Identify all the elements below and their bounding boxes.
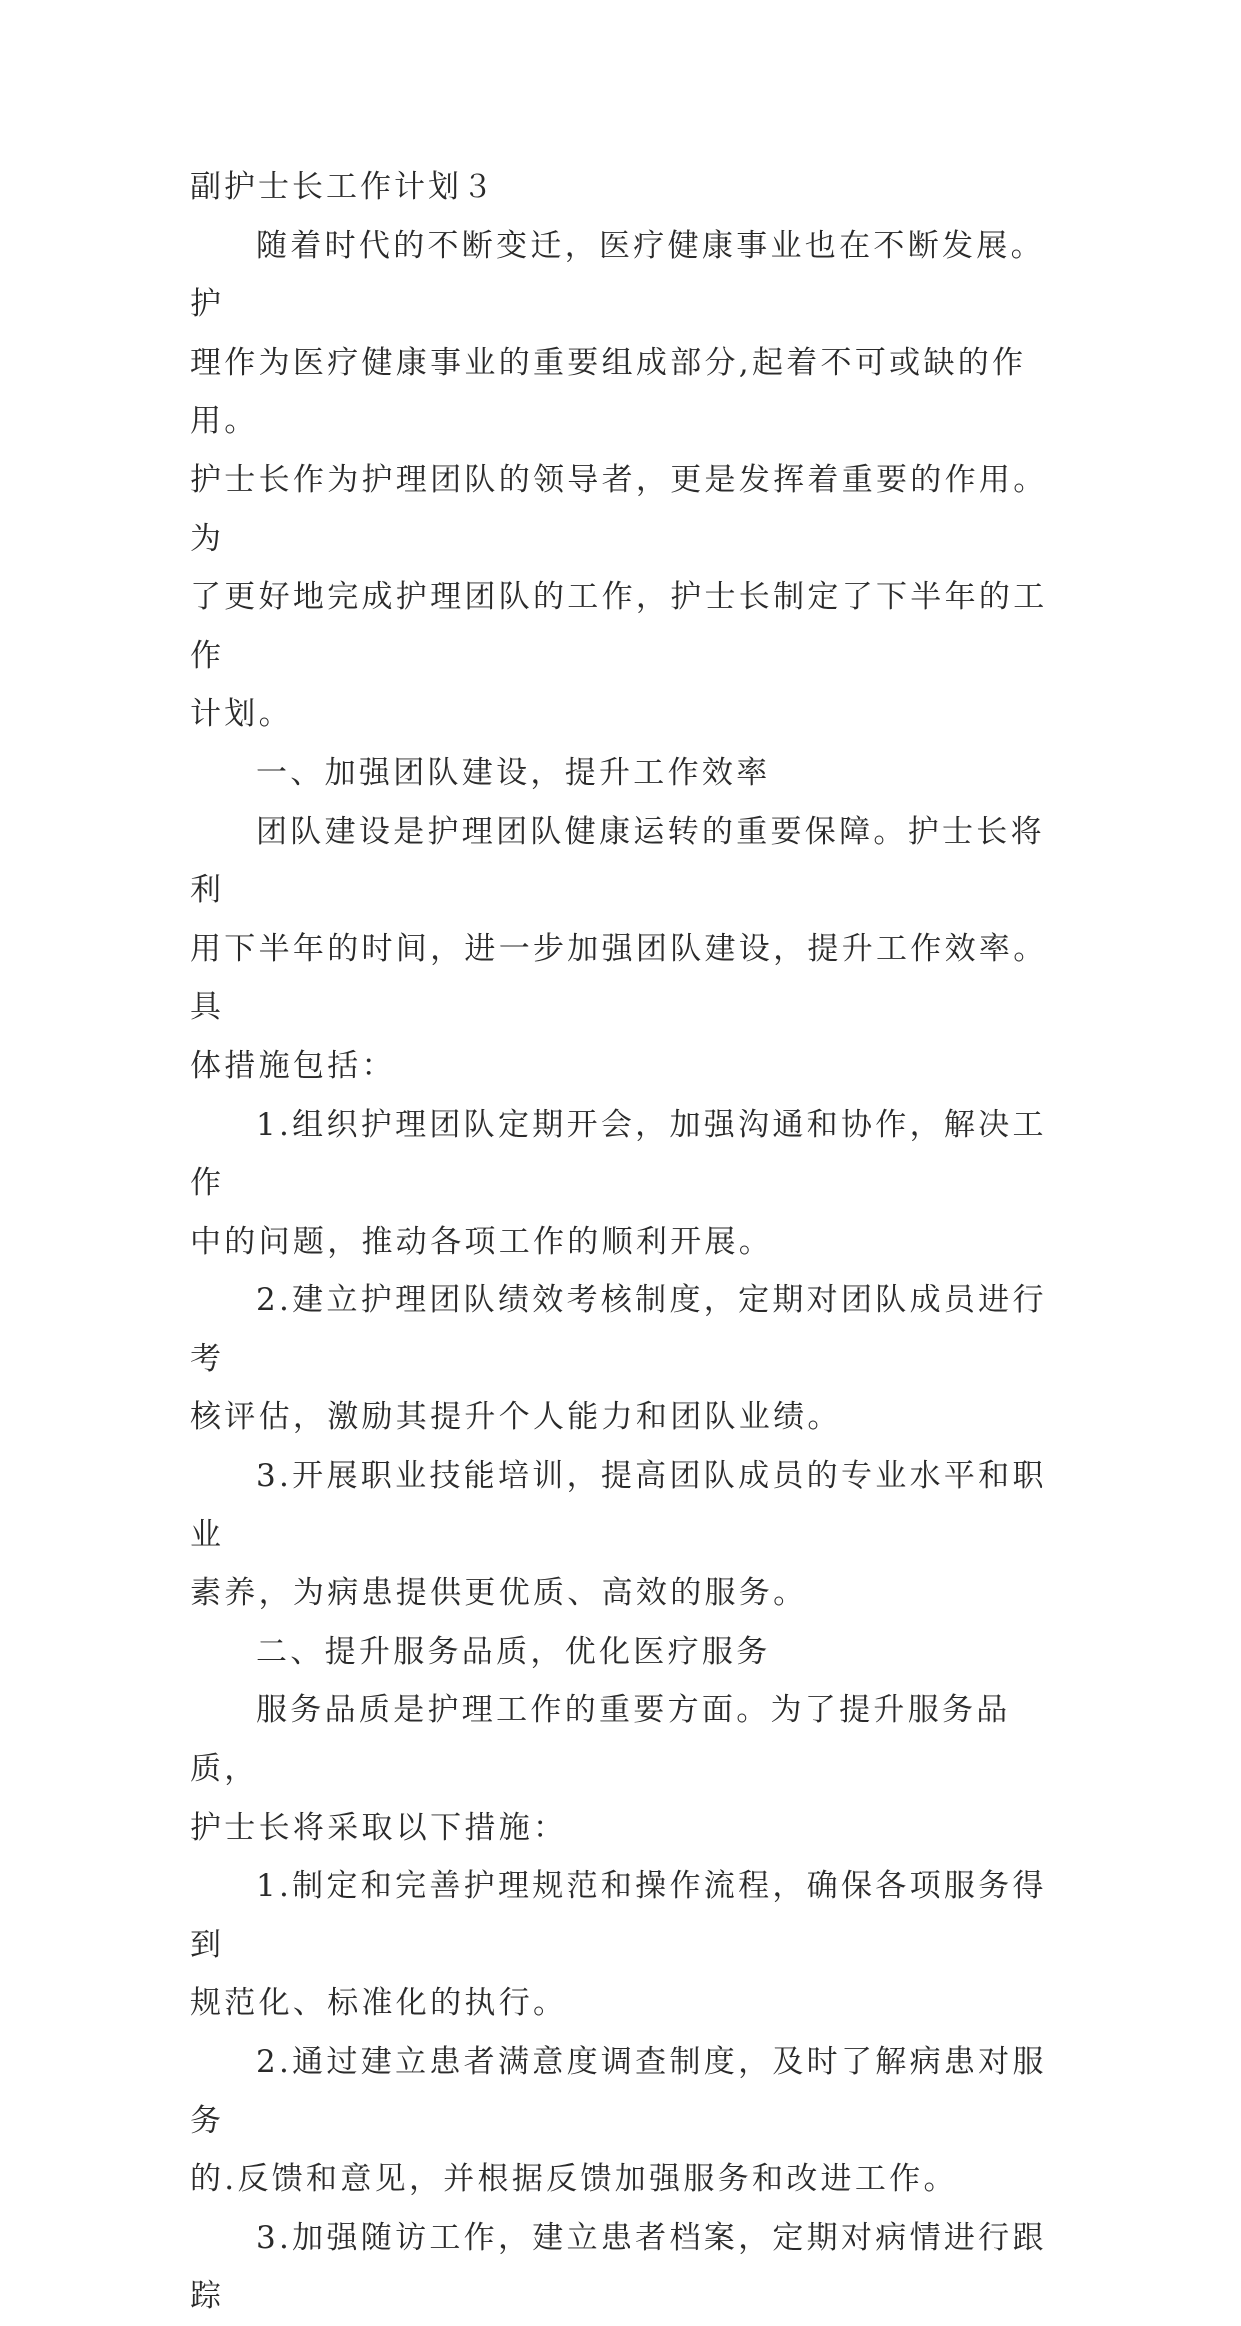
section-heading-2: 二、提升服务品质，优化医疗服务 — [256, 1633, 771, 1670]
intro-line-3: 护士长作为护理团队的领导者，更是发挥着重要的作用。为 — [190, 461, 1048, 557]
section2-item2-line-2: 的.反馈和意见，并根据反馈加强服务和改进工作。 — [190, 2161, 958, 2198]
section1-item3-line-1: 3.开展职业技能培训，提高团队成员的专业水平和职业 — [190, 1458, 1047, 1553]
section1-item2-line-1: 2.建立护理团队绩效考核制度，定期对团队成员进行考 — [190, 1282, 1047, 1377]
section2-item3-line-1: 3.加强随访工作，建立患者档案，定期对病情进行跟踪 — [190, 2219, 1047, 2315]
section2-line-1: 服务品质是护理工作的重要方面。为了提升服务品质， — [190, 1692, 1011, 1788]
section1-item1-line-2: 中的问题，推动各项工作的顺利开展。 — [190, 1223, 774, 1260]
document-title: 副护士长工作计划３ — [190, 169, 496, 205]
document-body — [190, 158, 1070, 2326]
section2-line-2: 护士长将采取以下措施： — [190, 1809, 568, 1846]
intro-line-2: 理作为医疗健康事业的重要组成部分,起着不可或缺的作用。 — [190, 344, 1027, 440]
intro-line-4: 了更好地完成护理团队的工作，护士长制定了下半年的工作 — [190, 579, 1048, 674]
section1-line-2: 用下半年的时间，进一步加强团队建设，提升工作效率。具 — [190, 930, 1048, 1026]
section-heading-1: 一、加强团队建设，提升工作效率 — [256, 754, 771, 791]
intro-line-1: 随着时代的不断变迁，医疗健康事业也在不断发展。护 — [190, 227, 1045, 323]
section1-item2-line-2: 核评估，激励其提升个人能力和团队业绩。 — [190, 1399, 842, 1436]
intro-line-5: 计划。 — [190, 696, 293, 733]
section1-line-1: 团队建设是护理团队健康运转的重要保障。护士长将利 — [190, 813, 1045, 909]
section1-item1-line-1: 1.组织护理团队定期开会，加强沟通和协作，解决工作 — [190, 1106, 1047, 1202]
section1-line-3: 体措施包括： — [190, 1047, 396, 1084]
section2-item1-line-1: 1.制定和完善护理规范和操作流程，确保各项服务得到 — [190, 1868, 1047, 1963]
section1-item3-line-2: 素养，为病患提供更优质、高效的服务。 — [190, 1575, 808, 1612]
section2-item1-line-2: 规范化、标准化的执行。 — [190, 1985, 568, 2022]
section2-item2-line-1: 2.通过建立患者满意度调查制度，及时了解病患对服务 — [190, 2044, 1047, 2139]
